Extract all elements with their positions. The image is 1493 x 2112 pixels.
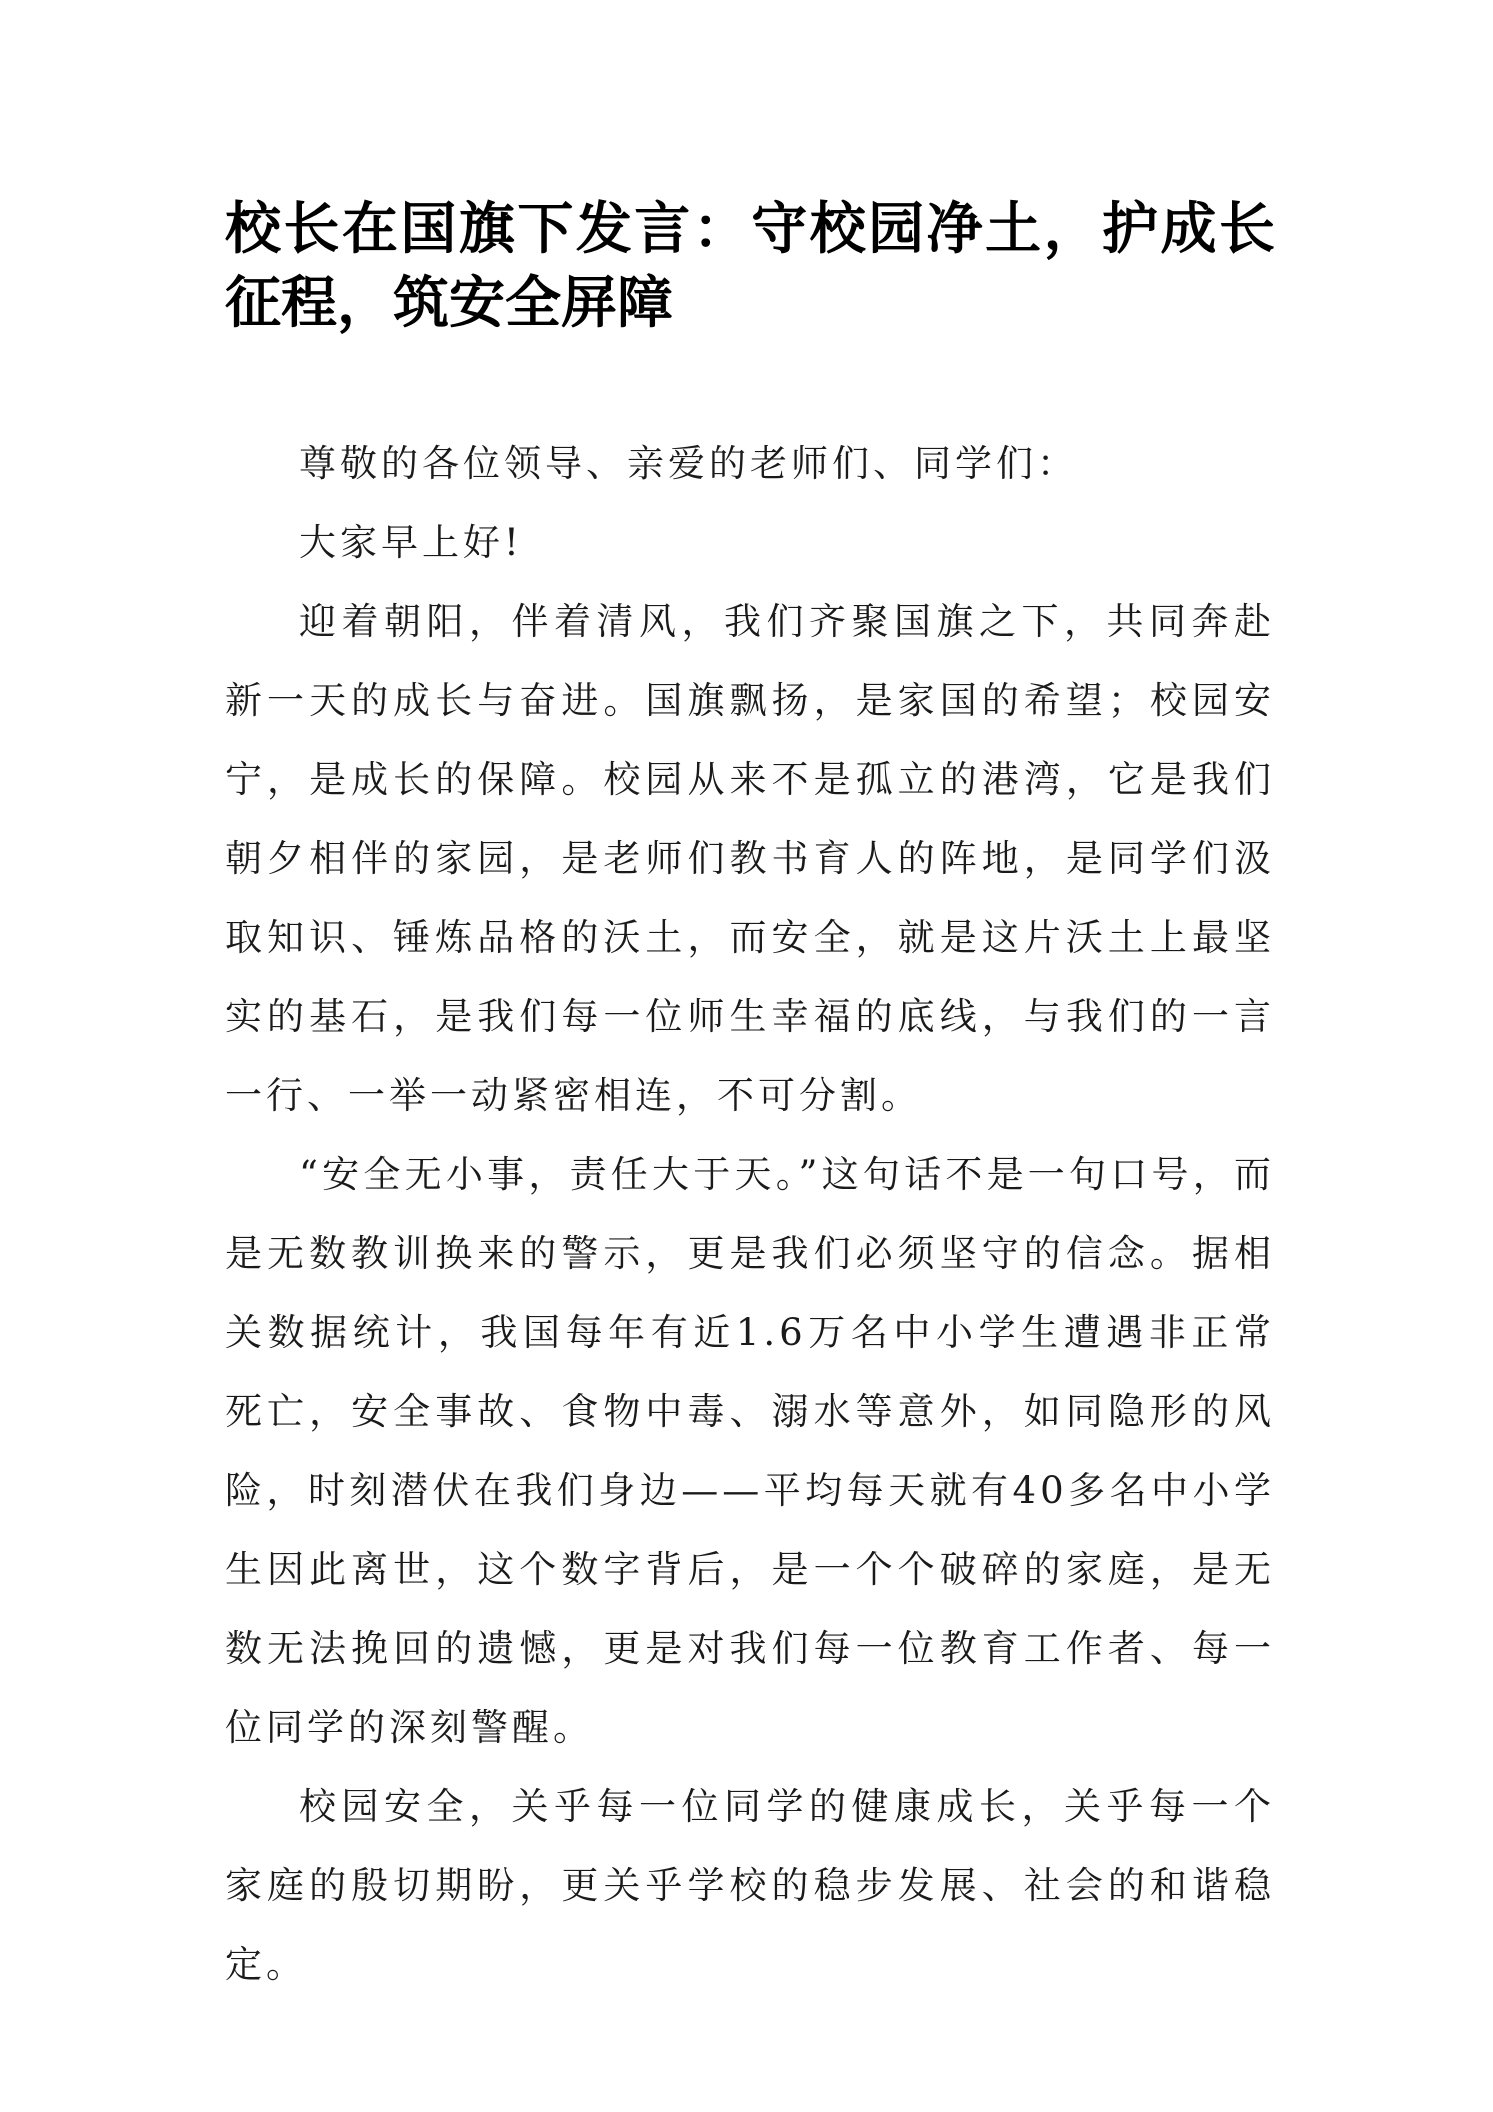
salutation: 尊敬的各位领导、亲爱的老师们、同学们： — [299, 442, 1078, 485]
greeting: 大家早上好! — [299, 521, 523, 564]
paragraph-safety-statistics: “安全无小事，责任大于天。”这句话不是一句口号，而是无数教训换来的警示，更是我们必须坚守的信念。据相关数据统计，我国每年有近1.6万名中小学生遭遇非正常死亡，安全事故、食物中毒、溺水等意外，如同隐形的风险，时刻潜伏在我们身边——平均每天就有40多名中小学生因此离世，这个数字背后，是一个个破碎的家庭，是无数无法挽回的遗憾，更是对我们每一位教育工作者、每一位同学的深刻警醒。 — [225, 1153, 1275, 1749]
paragraph-campus-foundation: 迎着朝阳，伴着清风，我们齐聚国旗之下，共同奔赴新一天的成长与奋进。国旗飘扬，是家国的希望；校园安宁，是成长的保障。校园从来不是孤立的港湾，它是我们朝夕相伴的家园，是老师们教书育人的阵地，是同学们汲取知识、锤炼品格的沃土，而安全，就是这片沃土上最坚实的基石，是我们每一位师生幸福的底线，与我们的一言一行、一举一动紧密相连，不可分割。 — [225, 600, 1275, 1117]
document-title: 校长在国旗下发言：守校园净土，护成长征程，筑安全屏障 — [225, 196, 1275, 336]
document-body — [225, 424, 1275, 2004]
paragraph-safety-importance: 校园安全，关乎每一位同学的健康成长，关乎每一个家庭的殷切期盼，更关乎学校的稳步发展、社会的和谐稳定。 — [225, 1785, 1275, 1986]
